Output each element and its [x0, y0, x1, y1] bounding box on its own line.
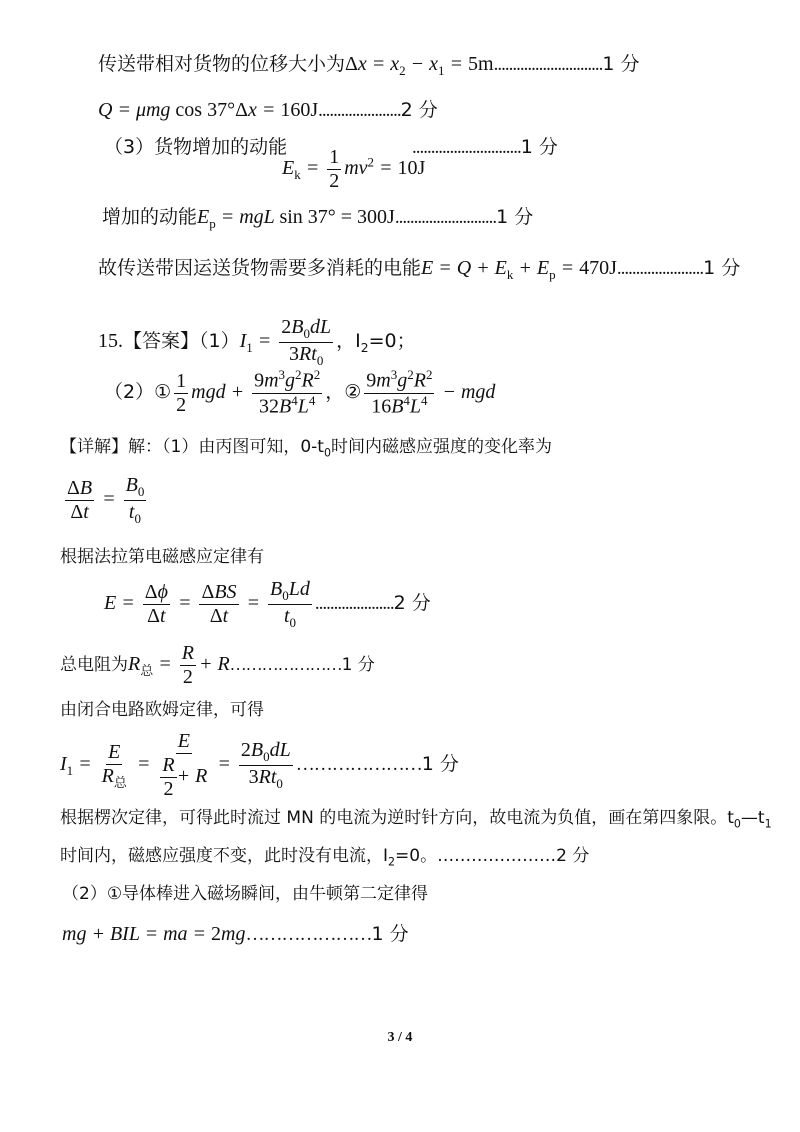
ohm-line [60, 700, 264, 720]
formula-potential: $E_p$ = mgL sin 37° = 300J [197, 206, 395, 231]
leader-dots: ...................... [318, 100, 401, 121]
no-current-text: 时间内，磁感应强度不变，此时没有电流，I [60, 846, 389, 866]
emf-formula-line [104, 578, 431, 631]
formula-part2-a: $\frac{1}{2}$ mgd + $\frac{9m^3g^2R^2}{32B^4L^4}$ [176, 367, 321, 418]
formula-kinetic: $E_k$ = $\frac{1}{2}$ $mv^2 = 10J$ [282, 146, 426, 192]
separator: ，② [325, 380, 362, 403]
question-number: 15. [98, 330, 123, 353]
score-label: 1 分 [341, 655, 375, 676]
current-formula-line [60, 730, 459, 801]
part2-label: （2）① [104, 380, 172, 403]
leader-dots: ............................. [493, 54, 603, 75]
formula-rate: $\frac{\Delta B}{\Delta t}$ = $\frac{B_0}{t_0}$ [67, 474, 145, 526]
score-label: 1 分 [421, 753, 459, 776]
answer-15-line: 15.【答案】$(1)I_1$ = $\frac{2B_0dL}{3Rt_0}$ ，$I_2=0$； [98, 316, 416, 368]
kinetic-formula-line [282, 146, 425, 193]
score-label: 1 分 [703, 257, 741, 279]
leader-dots: ........................... [394, 207, 497, 228]
newton-formula-line [62, 922, 409, 947]
detail-line: 【详解】解：（1）由丙图可知，$0-t_0$时间内磁感应强度的变化率为 [60, 437, 552, 460]
potential-text: 增加的动能 [102, 206, 198, 228]
leader-dots: ............................. [412, 137, 521, 158]
score-label: 1 分 [520, 136, 558, 158]
formula-part2-b: $\frac{9m^3g^2R^2}{16B^4L^4}$ − mgd [366, 367, 496, 418]
formula-energy: $E = Q + E_k + E_p = 470J$ [421, 257, 617, 282]
formula-newton: mg + BIL = ma = 2mg [62, 923, 246, 945]
newton-line [62, 884, 428, 904]
i2-value: =0； [368, 330, 416, 353]
faraday-text: 根据法拉第电磁感应定律有 [60, 547, 264, 567]
rate-formula-line [62, 474, 149, 527]
displacement-text: 传送带相对货物的位移大小为 [98, 53, 346, 75]
energy-line [98, 256, 740, 283]
leader-dots: ………………… [245, 924, 372, 945]
newton-text: （2）①导体棒进入磁场瞬间，由牛顿第二定律得 [62, 884, 429, 904]
resistance-text: 总电阻为 [60, 655, 128, 676]
kinetic-text: （3）货物增加的动能 [104, 136, 288, 158]
energy-text: 故传送带因运送货物需要多消耗的电能 [98, 257, 422, 279]
formula-i1: $I_1$ = $\frac{2B_0dL}{3Rt_0}$ [239, 316, 332, 368]
lenz-text-2: —t [740, 808, 765, 828]
answer-label: 【答案】（1） [123, 330, 240, 353]
score-label: 1 分 [371, 923, 409, 945]
resistance-line [60, 642, 375, 689]
no-current-line: 时间内，磁感应强度不变，此时没有电流，$I_2=0$。…………………2 分 [60, 846, 590, 869]
score-label: 2 分 [400, 99, 438, 121]
score-label: 1 分 [496, 206, 534, 228]
page-number: 3 / 4 [387, 1030, 413, 1045]
formula-delta-x: $\Delta x = x_2 - x_1 = 5m$ [345, 53, 494, 78]
leader-dots: ....................... [616, 258, 704, 279]
lenz-text: 根据楞次定律，可得此时流过 MN 的电流为逆时针方向，故电流为负值，画在第四象限。t [60, 808, 734, 828]
displacement-line [98, 52, 639, 79]
no-current-text-2: =0。…………………2 分 [395, 846, 590, 866]
kinetic-score-line [412, 136, 558, 160]
lenz-line: 根据楞次定律，可得此时流过 MN 的电流为逆时针方向，故电流为负值，画在第四象限。$t_0—t_1$ [60, 808, 772, 831]
formula-current: $I_1$ = $\frac{E}{R_总}$ = E $\frac{R}{2}$ + R = $\frac{2B_0dL}{3Rt_0}$ [60, 730, 291, 800]
i2-text: ，I [336, 330, 361, 353]
kinetic-label-line [104, 136, 287, 159]
formula-heat: Q = μmg cos 37°Δx = 160J [98, 99, 319, 121]
formula-resistance: $R_总$ = $\frac{R}{2}$ + R [128, 642, 230, 688]
detail-text: 【详解】解：（1）由丙图可知，0-t [60, 437, 324, 457]
detail-text-2: 时间内磁感应强度的变化率为 [330, 437, 552, 457]
leader-dots: ………………… [295, 754, 422, 776]
faraday-line [60, 547, 264, 567]
ohm-text: 由闭合电路欧姆定律，可得 [60, 700, 264, 720]
leader-dots: ..................... [314, 593, 394, 615]
potential-line [102, 205, 533, 232]
answer-part2-line [104, 368, 495, 418]
formula-emf: E = $\frac{\Delta\phi}{\Delta t}$ = $\frac{\text{ΔBS}}{\Delta t}$ = $\frac{B_0Ld}{t_0}$ [104, 578, 310, 630]
score-label: 1 分 [602, 53, 640, 75]
heat-line [98, 98, 438, 123]
score-label: 2 分 [393, 592, 431, 615]
leader-dots: ………………… [229, 655, 342, 675]
